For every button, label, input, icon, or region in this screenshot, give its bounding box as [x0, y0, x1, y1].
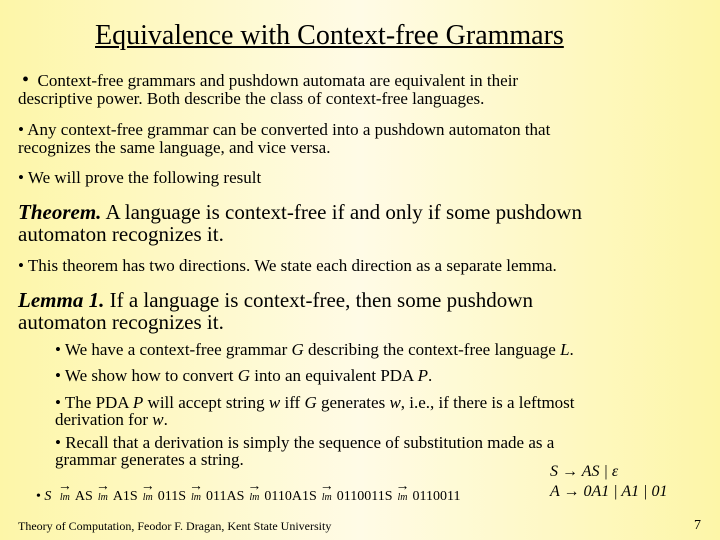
grammar-rule-1: S → AS | ε	[550, 463, 619, 480]
bullet-1	[18, 69, 712, 108]
derivation-step: 0110011S	[336, 489, 393, 504]
derivation-step: AS	[74, 489, 93, 504]
theorem-label: Theorem.	[18, 200, 102, 224]
bullet-marker: •	[22, 69, 30, 91]
bullet-1-line-1: Context-free grammars and pushdown automata are equivalent in their	[37, 71, 519, 90]
leftmost-arrow: → lm	[319, 479, 334, 503]
bullet-3: • We will prove the following result	[18, 168, 262, 187]
bullet-1-line-2: descriptive power. Both describe the class of context-free languages.	[18, 89, 485, 108]
derivation-step: 0110011	[412, 489, 461, 504]
sub-bullet-1: • We have a context-free grammar G describing the context-free language L.	[55, 340, 574, 359]
derivation-start: S	[44, 489, 52, 504]
theorem-text-1: A language is context-free if and only if some pushdown	[101, 200, 582, 224]
derivation-step: 011AS	[206, 489, 245, 504]
sub-bullet-4: • Recall that a derivation is simply the sequence of substitution made as a grammar generates a string.	[55, 433, 555, 469]
leftmost-arrow: → lm	[95, 479, 110, 503]
leftmost-arrow: → lm	[395, 479, 410, 503]
theorem-block	[18, 201, 708, 245]
lemma-block	[18, 289, 708, 333]
lemma-text-1: If a language is context-free, then some pushdown	[104, 288, 533, 312]
derivation-step: 0110A1S	[264, 489, 317, 504]
slide-title: Equivalence with Context-free Grammars	[95, 20, 564, 51]
footer-text: Theory of Computation, Feodor F. Dragan, Kent State University	[18, 519, 332, 533]
theorem-text-2: automaton recognizes it.	[18, 222, 224, 246]
lemma-label: Lemma 1.	[18, 288, 105, 312]
leftmost-arrow: → lm	[57, 479, 72, 503]
grammar-rules	[550, 462, 668, 502]
leftmost-arrow: → lm	[247, 479, 262, 503]
sub-bullet-2: • We show how to convert G into an equivalent PDA P.	[55, 366, 433, 385]
sub-bullet-3: • The PDA P will accept string w iff G generates w, i.e., if there is a leftmost derivation for w.	[55, 393, 575, 429]
directions-bullet: • This theorem has two directions. We state each direction as a separate lemma.	[18, 256, 557, 275]
derivation-bullet: •	[36, 489, 41, 504]
bullet-2-line-2: recognizes the same language, and vice versa.	[18, 138, 331, 157]
derivation-step: A1S	[112, 489, 138, 504]
lemma-text-2: automaton recognizes it.	[18, 310, 224, 334]
leftmost-arrow: → lm	[140, 479, 155, 503]
grammar-rule-2: A → 0A1 | A1 | 01	[550, 483, 668, 500]
derivation-step: 011S	[157, 489, 186, 504]
leftmost-derivation	[36, 481, 461, 505]
bullet-2-line-1: • Any context-free grammar can be converted into a pushdown automaton that	[18, 120, 551, 139]
page-number: 7	[694, 518, 701, 533]
leftmost-arrow: → lm	[189, 479, 203, 503]
bullet-2	[18, 121, 708, 157]
